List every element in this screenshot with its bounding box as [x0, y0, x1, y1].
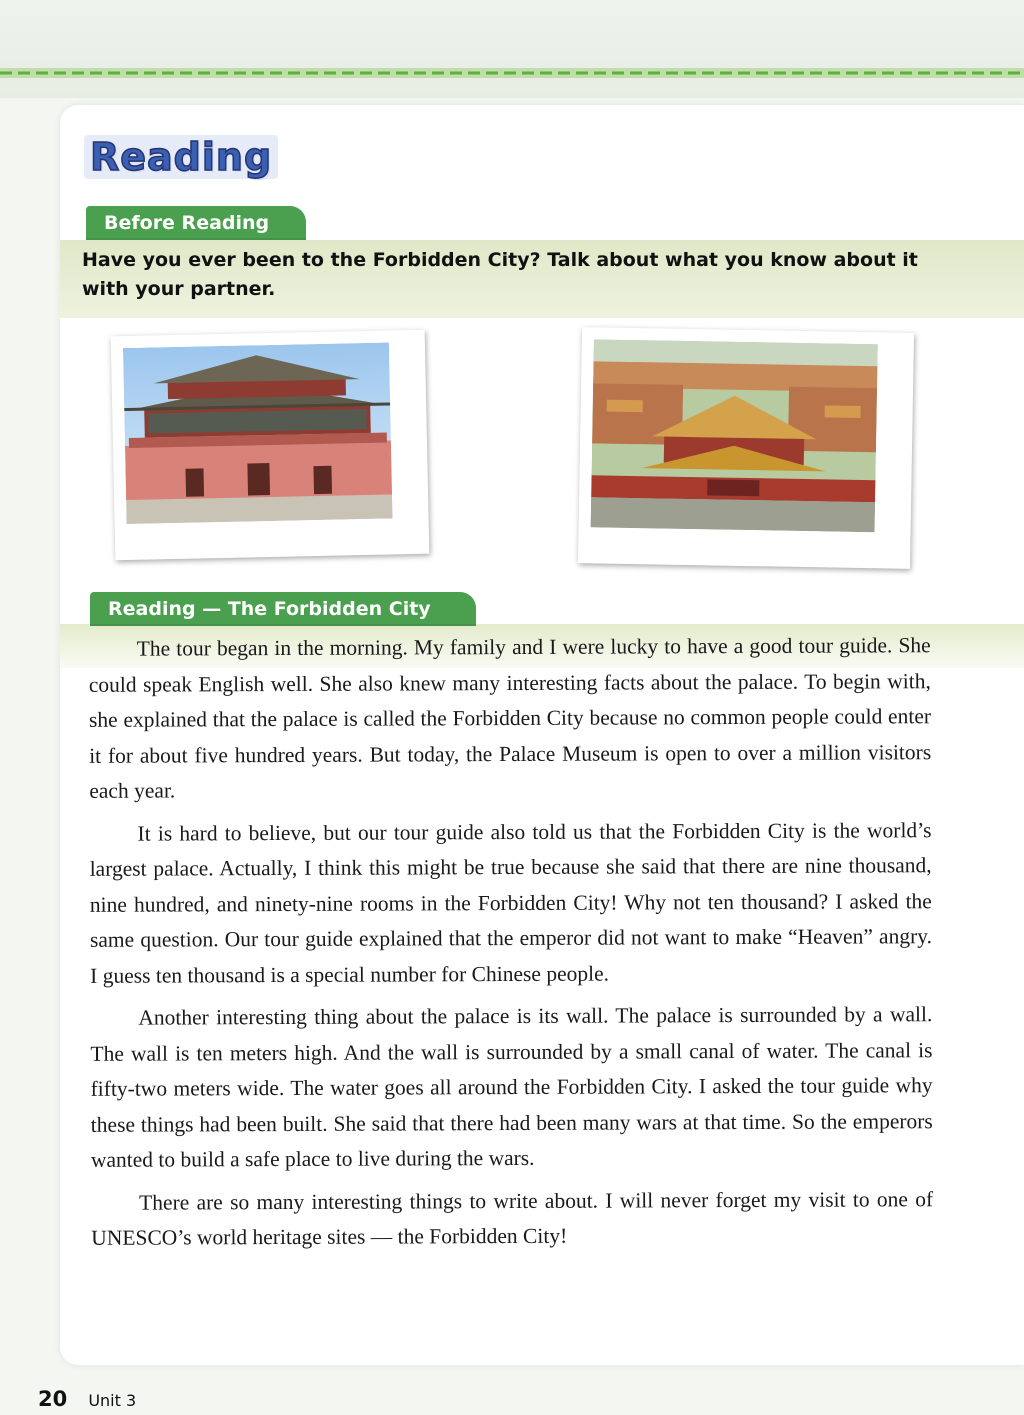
reading-passage [89, 628, 934, 1263]
before-reading-prompt: Have you ever been to the Forbidden City? Talk about what you know about it with your partner. [82, 249, 918, 300]
gate-tower-photo [111, 330, 430, 561]
page-number: 20 [38, 1387, 68, 1411]
section-title-wrap [84, 135, 278, 179]
top-band [0, 0, 1024, 98]
before-reading-tab: Before Reading [86, 206, 306, 240]
gate-tower-illustration [123, 342, 393, 524]
green-dashed-rule [0, 64, 1024, 82]
unit-label: Unit 3 [88, 1391, 137, 1410]
passage-paragraph-3: Another interesting thing about the palace is its wall. The palace is surrounded by a wall. The wall is ten meters high. And the wall is surrounded by a small canal of water. The canal is fifty-two meters wide. The water goes all around the Forbidden City. I asked the tour guide why these things had been built. She said that there had been many wars at that time. So the emperors wanted to build a safe place to live during the wars. [90, 1002, 933, 1172]
passage-paragraph-2: It is hard to believe, but our tour guide also told us that the Forbidden City is the world’s largest palace. Actually, I think this might be true because she said that there are nine thousand, nine hundred, and ninety-nine rooms in the Forbidden City! Why not ten thousand? I asked the same question. Our tour guide explained that the emperor did not want to make “Heaven” angry. I guess ten thousand is a special number for Chinese people. [89, 817, 933, 988]
palace-aerial-photo [578, 327, 914, 569]
palace-aerial-illustration [591, 339, 878, 532]
passage-paragraph-1: The tour began in the morning. My family and I were lucky to have a good tour guide. She could speak English well. She also knew many interesting facts about the palace. To begin with, she explained that the palace is called the Forbidden City because no common people could enter it for about five hundred years. But today, the Palace Museum is open to over a million visitors each year. [88, 633, 932, 803]
passage-paragraph-4: There are so many interesting things to write about. I will never forget my visit to one of UNESCO’s world heritage sites — the Forbidden City! [91, 1186, 934, 1250]
section-title: Reading [84, 135, 278, 179]
reading-tab: Reading — The Forbidden City [90, 592, 476, 626]
page-footer [38, 1387, 136, 1411]
